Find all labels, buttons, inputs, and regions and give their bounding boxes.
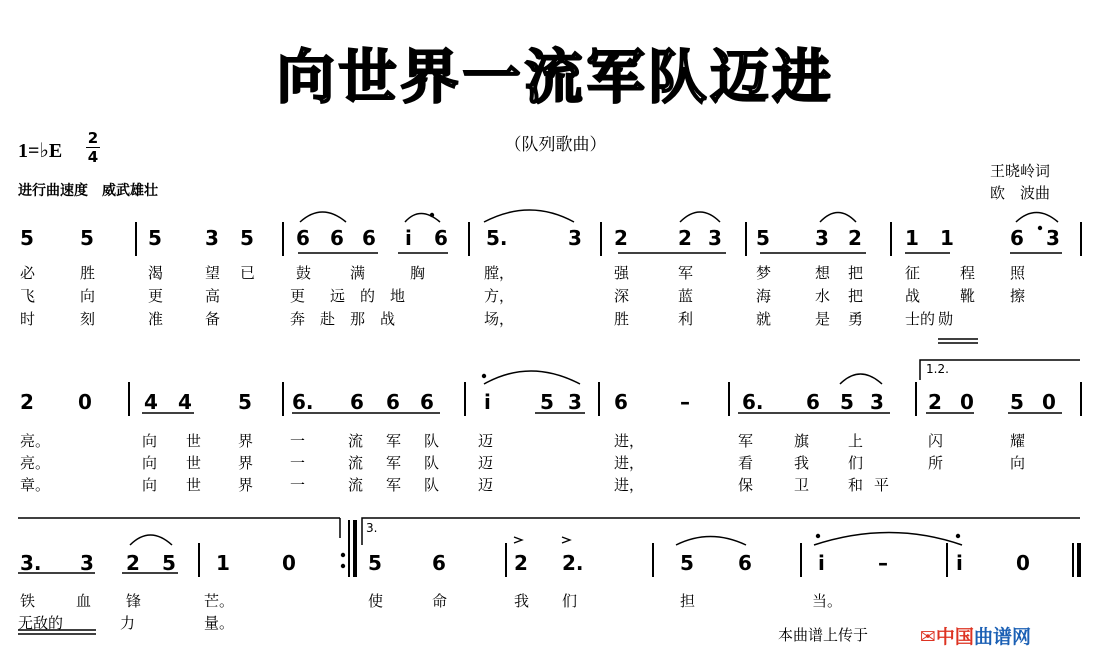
- lyric-syllable: 迈: [478, 432, 494, 450]
- note: 4: [144, 390, 158, 414]
- note: 5: [148, 226, 162, 250]
- note: –: [680, 390, 690, 414]
- lyric-syllable: 亮。: [20, 454, 51, 472]
- lyric-syllable: 进，: [614, 476, 645, 494]
- lyric-syllable: 进，: [614, 454, 645, 472]
- note: 3.: [20, 551, 42, 575]
- lyric-syllable: 已: [240, 264, 256, 282]
- note: 6.: [292, 390, 314, 414]
- lyric-syllable: 刻: [80, 310, 96, 328]
- note: 6: [432, 551, 446, 575]
- lyric-syllable: 强: [614, 264, 630, 282]
- lyric-syllable: 上: [848, 432, 864, 450]
- lyric-syllable: 征: [905, 264, 921, 282]
- volta-label: 3.: [366, 521, 378, 535]
- lyric-syllable: 军: [386, 476, 402, 494]
- lyric-syllable: 担: [680, 592, 696, 610]
- note: i: [818, 551, 825, 575]
- lyric-syllable: 闪: [928, 432, 944, 450]
- note: 6: [362, 226, 376, 250]
- note: –: [878, 551, 888, 575]
- lyric-syllable: 照: [1010, 264, 1026, 282]
- lyric-syllable: 命: [432, 592, 448, 610]
- note: 5: [1010, 390, 1024, 414]
- lyric-syllable: 赴: [320, 310, 336, 328]
- lyric-syllable: 梦: [756, 264, 772, 282]
- note: 5: [240, 226, 254, 250]
- lyric-syllable: 世: [186, 432, 202, 450]
- lyric-syllable: 勇: [848, 310, 864, 328]
- note: 5: [680, 551, 694, 575]
- lyric-syllable: 无敌的: [18, 614, 64, 632]
- note: 3: [870, 390, 884, 414]
- note: 3: [80, 551, 94, 575]
- lyric-syllable: 是: [815, 310, 831, 328]
- lyricist-credit: 王晓岭词: [990, 162, 1051, 180]
- lyric-syllable: 深: [614, 287, 630, 305]
- note: i: [956, 551, 963, 575]
- note: 6: [350, 390, 364, 414]
- lyric-syllable: 军: [386, 454, 402, 472]
- note: 3: [1046, 226, 1060, 250]
- lyric-syllable: 场，: [484, 310, 515, 328]
- lyric-syllable: 流: [348, 432, 364, 450]
- lyric-syllable: 高: [205, 287, 221, 305]
- lyric-syllable: 耀: [1010, 432, 1026, 450]
- lyric-syllable: 更: [290, 287, 306, 305]
- note: 0: [78, 390, 92, 414]
- lyric-syllable: 士的: [905, 310, 936, 328]
- note: 6: [386, 390, 400, 414]
- note: 6: [296, 226, 310, 250]
- lyric-syllable: 们: [848, 454, 864, 472]
- note: 6: [434, 226, 448, 250]
- note: 6: [738, 551, 752, 575]
- note: 3: [568, 390, 582, 414]
- lyric-syllable: 我: [794, 454, 810, 472]
- lyric-syllable: 迈: [478, 476, 494, 494]
- note: 2.: [562, 551, 584, 575]
- note: 5: [540, 390, 554, 414]
- lyric-syllable: 力: [120, 614, 136, 632]
- lyric-syllable: 地: [390, 287, 406, 305]
- lyric-syllable: 必: [20, 264, 36, 282]
- lyric-syllable: 平: [874, 476, 890, 494]
- lyric-syllable: 一: [290, 432, 306, 450]
- note: 1: [216, 551, 230, 575]
- lyric-syllable: 时: [20, 310, 36, 328]
- lyric-syllable: 鼓: [296, 264, 312, 282]
- lyric-syllable: 奔: [290, 310, 306, 328]
- lyric-syllable: 亮。: [20, 432, 51, 450]
- lyric-syllable: 所: [928, 454, 944, 472]
- note: 0: [1042, 390, 1056, 414]
- note: 0: [960, 390, 974, 414]
- lyric-syllable: 军: [386, 432, 402, 450]
- lyric-syllable: 胜: [80, 264, 96, 282]
- lyric-syllable: 的: [360, 287, 376, 305]
- note: 2: [514, 551, 528, 575]
- lyric-syllable: 靴: [960, 287, 976, 305]
- lyric-syllable: 膛，: [484, 264, 515, 282]
- note: 2: [848, 226, 862, 250]
- lyric-syllable: 利: [678, 310, 694, 328]
- note: 3: [568, 226, 582, 250]
- key-signature: 1=♭E: [18, 140, 63, 162]
- song-title: 向世界一流军队迈进: [276, 43, 835, 111]
- note: 3: [815, 226, 829, 250]
- lyric-syllable: 锋: [126, 592, 142, 610]
- lyric-syllable: 把: [848, 264, 864, 282]
- lyric-syllable: 世: [186, 476, 202, 494]
- volta-label: 1.2.: [926, 362, 949, 376]
- lyric-syllable: 向: [142, 454, 158, 472]
- lyric-syllable: 当。: [812, 592, 843, 610]
- note: 6: [806, 390, 820, 414]
- lyric-syllable: 迈: [478, 454, 494, 472]
- lyric-syllable: 飞: [20, 287, 36, 305]
- lyric-syllable: 程: [960, 264, 976, 282]
- lyric-syllable: 卫: [794, 476, 810, 494]
- lyric-syllable: 们: [562, 592, 578, 610]
- note: 6: [1010, 226, 1024, 250]
- lyric-syllable: 军: [678, 264, 694, 282]
- note: 5: [238, 390, 252, 414]
- note: 6: [614, 390, 628, 414]
- note: i: [405, 226, 412, 250]
- note: 5: [80, 226, 94, 250]
- composer-credit: 欧 波曲: [990, 184, 1051, 202]
- lyric-syllable: 就: [756, 310, 772, 328]
- lyric-syllable: 更: [148, 287, 164, 305]
- lyric-syllable: 和: [848, 476, 864, 494]
- lyric-syllable: 世: [186, 454, 202, 472]
- note: 2: [20, 390, 34, 414]
- lyric-syllable: 渴: [148, 264, 164, 282]
- note: 5: [840, 390, 854, 414]
- lyric-syllable: 旗: [794, 432, 810, 450]
- note: 1: [940, 226, 954, 250]
- lyric-syllable: 一: [290, 454, 306, 472]
- lyric-syllable: 向: [1010, 454, 1026, 472]
- lyric-syllable: 蓝: [678, 287, 694, 305]
- tempo-marking: 进行曲速度 威武雄壮: [18, 183, 158, 199]
- note: 5: [162, 551, 176, 575]
- lyric-syllable: 那: [350, 310, 366, 328]
- lyric-syllable: 界: [238, 476, 254, 494]
- lyric-syllable: 进，: [614, 432, 645, 450]
- lyric-syllable: 向: [142, 476, 158, 494]
- lyric-syllable: 战: [905, 287, 921, 305]
- time-sig-top: 2: [87, 129, 99, 147]
- note: 5: [368, 551, 382, 575]
- lyric-syllable: 战: [380, 310, 396, 328]
- lyric-syllable: 望: [205, 264, 221, 282]
- note: 0: [1016, 551, 1030, 575]
- note: 1: [905, 226, 919, 250]
- watermark-text: 本曲谱上传于: [778, 626, 869, 644]
- note: 2: [928, 390, 942, 414]
- lyric-syllable: 保: [738, 476, 754, 494]
- lyric-syllable: 想: [815, 264, 831, 282]
- note: 6: [330, 226, 344, 250]
- lyric-syllable: 把: [848, 287, 864, 305]
- time-sig-bottom: 4: [87, 148, 99, 166]
- site-logo: ✉中国曲谱网: [920, 626, 1031, 648]
- note: 5.: [486, 226, 508, 250]
- lyric-syllable: 远: [330, 287, 346, 305]
- lyric-syllable: 量。: [204, 614, 235, 632]
- lyric-syllable: 向: [142, 432, 158, 450]
- note: 5: [756, 226, 770, 250]
- lyric-syllable: 准: [148, 310, 164, 328]
- lyric-syllable: 擦: [1010, 287, 1026, 305]
- logo-icon: ✉: [920, 626, 936, 648]
- lyric-syllable: 水: [815, 287, 831, 305]
- note: 3: [708, 226, 722, 250]
- lyric-syllable: 海: [756, 287, 772, 305]
- lyric-syllable: 界: [238, 454, 254, 472]
- lyric-syllable: 胸: [410, 264, 426, 282]
- lyric-syllable: 向: [80, 287, 96, 305]
- note: 2: [614, 226, 628, 250]
- lyric-syllable: 满: [350, 264, 366, 282]
- song-subtitle: （队列歌曲）: [504, 135, 607, 155]
- note: 5: [20, 226, 34, 250]
- note: 3: [205, 226, 219, 250]
- note: 2: [126, 551, 140, 575]
- lyric-syllable: 流: [348, 476, 364, 494]
- lyric-syllable: 方，: [484, 287, 515, 305]
- lyric-syllable: 使: [368, 592, 384, 610]
- lyric-syllable: 章。: [20, 476, 51, 494]
- note: 4: [178, 390, 192, 414]
- lyric-syllable: 芒。: [204, 592, 235, 610]
- lyric-syllable: 界: [238, 432, 254, 450]
- lyric-syllable: 铁: [20, 592, 36, 610]
- note: 0: [282, 551, 296, 575]
- lyric-syllable: 一: [290, 476, 306, 494]
- lyric-syllable: 看: [738, 454, 754, 472]
- lyric-syllable: 血: [76, 592, 92, 610]
- lyric-syllable: 队: [424, 454, 440, 472]
- lyric-syllable: 流: [348, 454, 364, 472]
- lyric-syllable: 胜: [614, 310, 630, 328]
- note: 6.: [742, 390, 764, 414]
- lyric-syllable: 军: [738, 432, 754, 450]
- lyric-syllable: 队: [424, 476, 440, 494]
- lyric-syllable: 备: [205, 310, 221, 328]
- lyric-syllable: 我: [514, 592, 530, 610]
- note: 6: [420, 390, 434, 414]
- note: 2: [678, 226, 692, 250]
- lyric-syllable: 队: [424, 432, 440, 450]
- note: i: [484, 390, 491, 414]
- lyric-syllable: 勋: [938, 310, 954, 328]
